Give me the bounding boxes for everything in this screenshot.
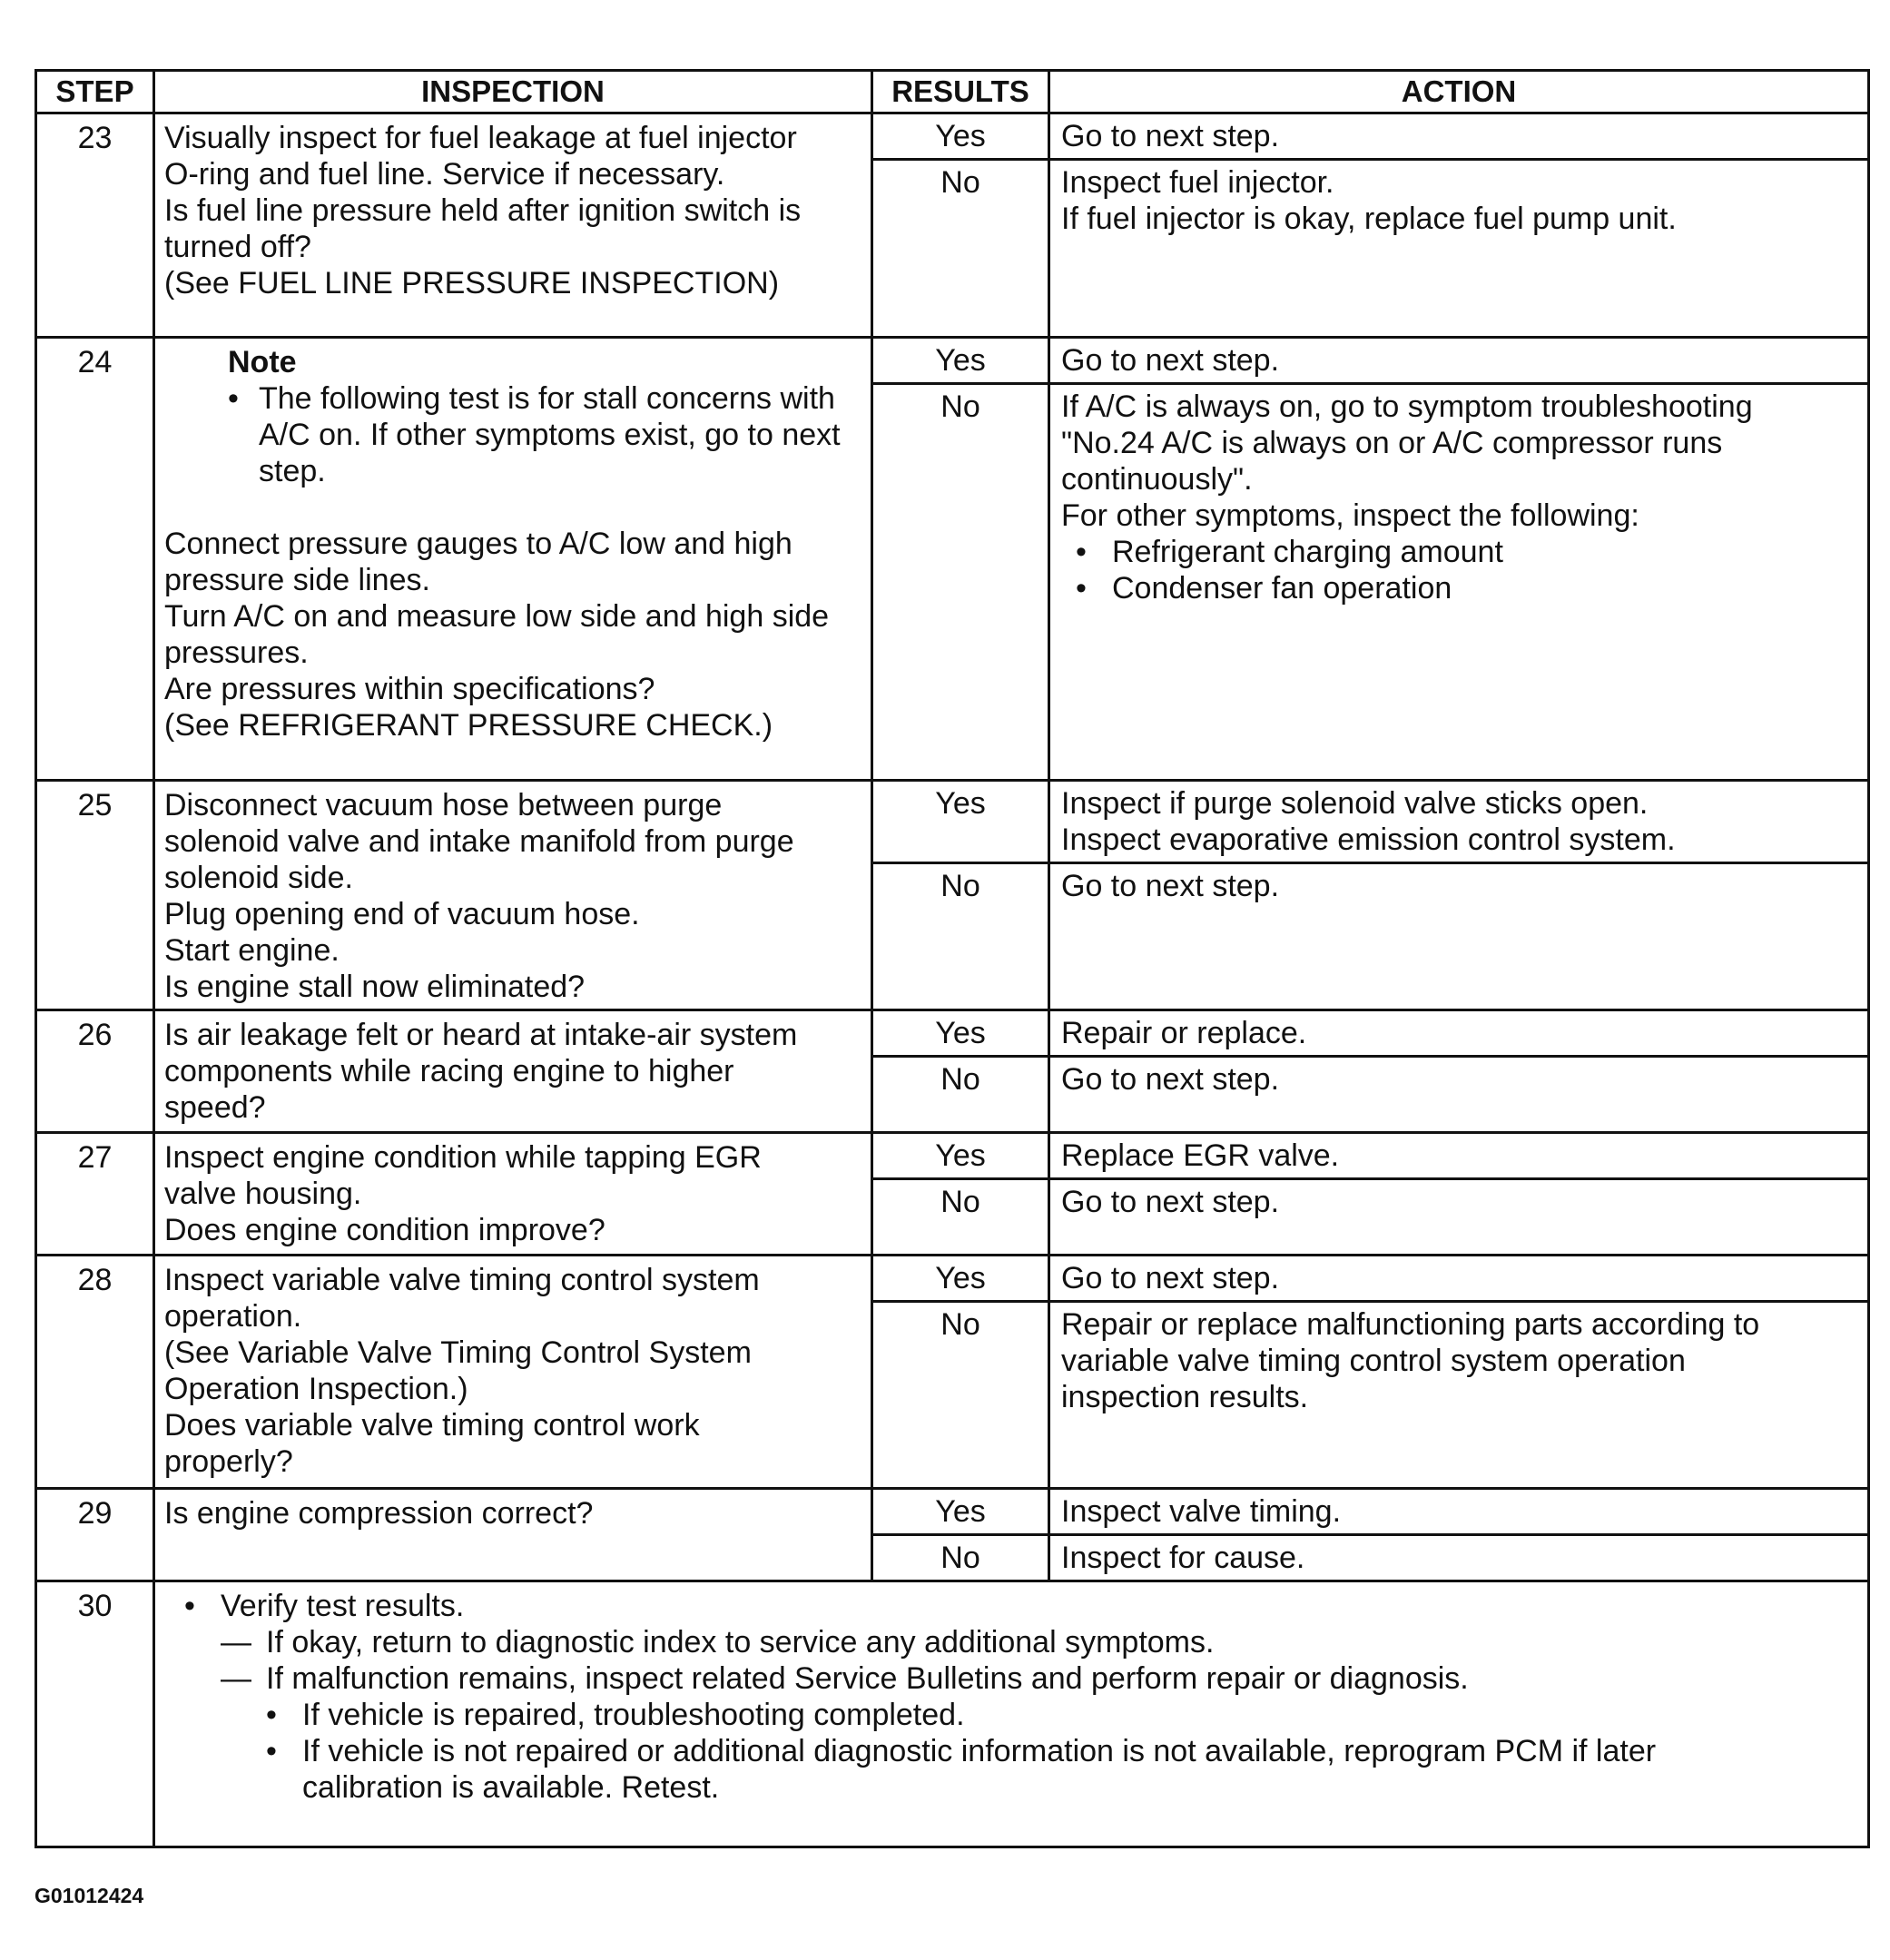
step-number: 26 (36, 1010, 154, 1133)
result-no: No (872, 1057, 1049, 1133)
inspection-line: Is fuel line pressure held after ignition switch is (164, 193, 802, 228)
inspection-cell (154, 1256, 872, 1489)
action-line: Repair or replace malfunctioning parts according to (1061, 1307, 1760, 1342)
table-row-yes (36, 1256, 1869, 1302)
final-instructions (154, 1581, 1869, 1847)
action-no (1049, 1535, 1869, 1581)
inspection-line: pressure side lines. (164, 563, 430, 597)
step-number: 23 (36, 113, 154, 338)
inspection-line: properly? (164, 1444, 293, 1479)
table-row-final (36, 1581, 1869, 1847)
header-step: STEP (36, 71, 154, 113)
action-yes (1049, 781, 1869, 863)
inspection-line: Does variable valve timing control work (164, 1408, 700, 1443)
note-item: step. (259, 454, 326, 488)
result-yes: Yes (872, 1133, 1049, 1179)
inspection-cell (154, 1010, 872, 1133)
step-number: 27 (36, 1133, 154, 1256)
action-line: If fuel injector is okay, replace fuel pump unit. (1061, 202, 1677, 236)
note-item: A/C on. If other symptoms exist, go to next (259, 418, 841, 452)
action-line: "No.24 A/C is always on or A/C compressor runs (1061, 426, 1723, 460)
inspection-line: Inspect variable valve timing control system (164, 1263, 760, 1297)
action-line: Inspect for cause. (1061, 1541, 1305, 1575)
inspection-line: (See FUEL LINE PRESSURE INSPECTION) (164, 266, 780, 300)
note-title: Note (228, 345, 297, 379)
action-line: Replace EGR valve. (1061, 1138, 1340, 1173)
inspection-cell (154, 338, 872, 781)
result-yes: Yes (872, 113, 1049, 160)
inspection-line: (See Variable Valve Timing Control System (164, 1335, 752, 1370)
spacer (164, 489, 861, 526)
inspection-line: Is engine compression correct? (164, 1496, 594, 1531)
action-no (1049, 160, 1869, 338)
inspection-line: Turn A/C on and measure low side and high side (164, 599, 830, 634)
inspection-line: Does engine condition improve? (164, 1213, 605, 1247)
inspection-line: components while racing engine to higher (164, 1054, 734, 1088)
header-row (36, 71, 1869, 113)
table-row-yes (36, 781, 1869, 863)
action-line: Inspect fuel injector. (1061, 165, 1334, 200)
inspection-line: Start engine. (164, 933, 340, 968)
table-row-yes (36, 338, 1869, 384)
result-no: No (872, 384, 1049, 781)
inspection-line: Disconnect vacuum hose between purge (164, 788, 723, 822)
inspection-cell (154, 781, 872, 1010)
action-no (1049, 1057, 1869, 1133)
action-line: Go to next step. (1061, 119, 1280, 153)
action-line: For other symptoms, inspect the following: (1061, 498, 1639, 533)
result-yes: Yes (872, 1010, 1049, 1057)
result-yes: Yes (872, 1256, 1049, 1302)
result-yes: Yes (872, 338, 1049, 384)
inspection-line: Inspect engine condition while tapping EGR (164, 1140, 762, 1175)
header-inspection: INSPECTION (154, 71, 872, 113)
table-body (36, 113, 1869, 1847)
step-number: 30 (36, 1581, 154, 1847)
action-line: Repair or replace. (1061, 1016, 1307, 1050)
step-number: 25 (36, 781, 154, 1010)
inspection-line: Visually inspect for fuel leakage at fuel injector (164, 121, 797, 155)
result-no: No (872, 1179, 1049, 1256)
final-sub-bullet: • If vehicle is repaired, troubleshooting completed. (173, 1697, 1856, 1733)
inspection-line: solenoid valve and intake manifold from purge (164, 824, 794, 859)
result-no: No (872, 1535, 1049, 1581)
inspection-line: (See REFRIGERANT PRESSURE CHECK.) (164, 708, 773, 743)
inspection-line: solenoid side. (164, 861, 353, 895)
action-yes (1049, 1256, 1869, 1302)
result-no: No (872, 863, 1049, 1010)
inspection-cell (154, 1489, 872, 1581)
action-yes (1049, 113, 1869, 160)
table-row-yes (36, 1489, 1869, 1535)
action-line: Go to next step. (1061, 869, 1280, 903)
step-number: 29 (36, 1489, 154, 1581)
action-line: Go to next step. (1061, 1062, 1280, 1097)
action-line: Go to next step. (1061, 343, 1280, 378)
action-yes (1049, 1133, 1869, 1179)
action-line: If A/C is always on, go to symptom troubleshooting (1061, 389, 1753, 424)
action-yes (1049, 1489, 1869, 1535)
inspection-line: valve housing. (164, 1177, 362, 1211)
inspection-line: turned off? (164, 230, 311, 264)
inspection-line: Operation Inspection.) (164, 1372, 468, 1406)
inspection-line: speed? (164, 1090, 266, 1125)
step-number: 28 (36, 1256, 154, 1489)
action-no (1049, 384, 1869, 781)
note-item: • The following test is for stall concerns with (164, 380, 861, 417)
header-action: ACTION (1049, 71, 1869, 113)
action-line: Inspect evaporative emission control system. (1061, 822, 1676, 857)
inspection-line: operation. (164, 1299, 302, 1334)
inspection-line: Plug opening end of vacuum hose. (164, 897, 640, 931)
action-bullet: • Refrigerant charging amount (1061, 534, 1856, 570)
header-results: RESULTS (872, 71, 1049, 113)
table-row-yes (36, 113, 1869, 160)
inspection-cell (154, 113, 872, 338)
result-no: No (872, 1302, 1049, 1489)
inspection-line: Connect pressure gauges to A/C low and high (164, 527, 792, 561)
action-no (1049, 1179, 1869, 1256)
action-line: variable valve timing control system operation (1061, 1344, 1686, 1378)
action-line: continuously". (1061, 462, 1253, 497)
action-no (1049, 863, 1869, 1010)
figure-code: G01012424 (34, 1884, 144, 1907)
action-yes (1049, 1010, 1869, 1057)
final-sub-bullet: • If vehicle is not repaired or additional diagnostic information is not available, reprogram PCM if later (173, 1733, 1856, 1769)
inspection-line: Is air leakage felt or heard at intake-air system (164, 1018, 798, 1052)
action-bullet: • Condenser fan operation (1061, 570, 1856, 606)
action-line: Go to next step. (1061, 1185, 1280, 1219)
table-row-yes (36, 1133, 1869, 1179)
result-yes: Yes (872, 781, 1049, 863)
inspection-cell (154, 1133, 872, 1256)
result-yes: Yes (872, 1489, 1049, 1535)
action-no (1049, 1302, 1869, 1489)
step-number: 24 (36, 338, 154, 781)
action-line: Inspect valve timing. (1061, 1494, 1342, 1529)
action-line: Inspect if purge solenoid valve sticks open. (1061, 786, 1649, 821)
inspection-line: Is engine stall now eliminated? (164, 970, 586, 1004)
inspection-line: O-ring and fuel line. Service if necessary. (164, 157, 725, 192)
inspection-line: pressures. (164, 635, 309, 670)
diagnostic-table-sheet (34, 69, 1867, 1848)
table-row-yes (36, 1010, 1869, 1057)
final-sub-bullet: calibration is available. Retest. (302, 1770, 720, 1805)
action-line: Go to next step. (1061, 1261, 1280, 1295)
inspection-line: Are pressures within specifications? (164, 672, 655, 706)
final-dash-item: — If okay, return to diagnostic index to service any additional symptoms. (173, 1624, 1856, 1660)
final-dash-item: — If malfunction remains, inspect related Service Bulletins and perform repair or diagnosis. (173, 1660, 1856, 1697)
final-bullet: • Verify test results. (173, 1588, 1856, 1624)
diagnostic-table (34, 69, 1870, 1848)
result-no: No (872, 160, 1049, 338)
action-line: inspection results. (1061, 1380, 1309, 1414)
action-yes (1049, 338, 1869, 384)
